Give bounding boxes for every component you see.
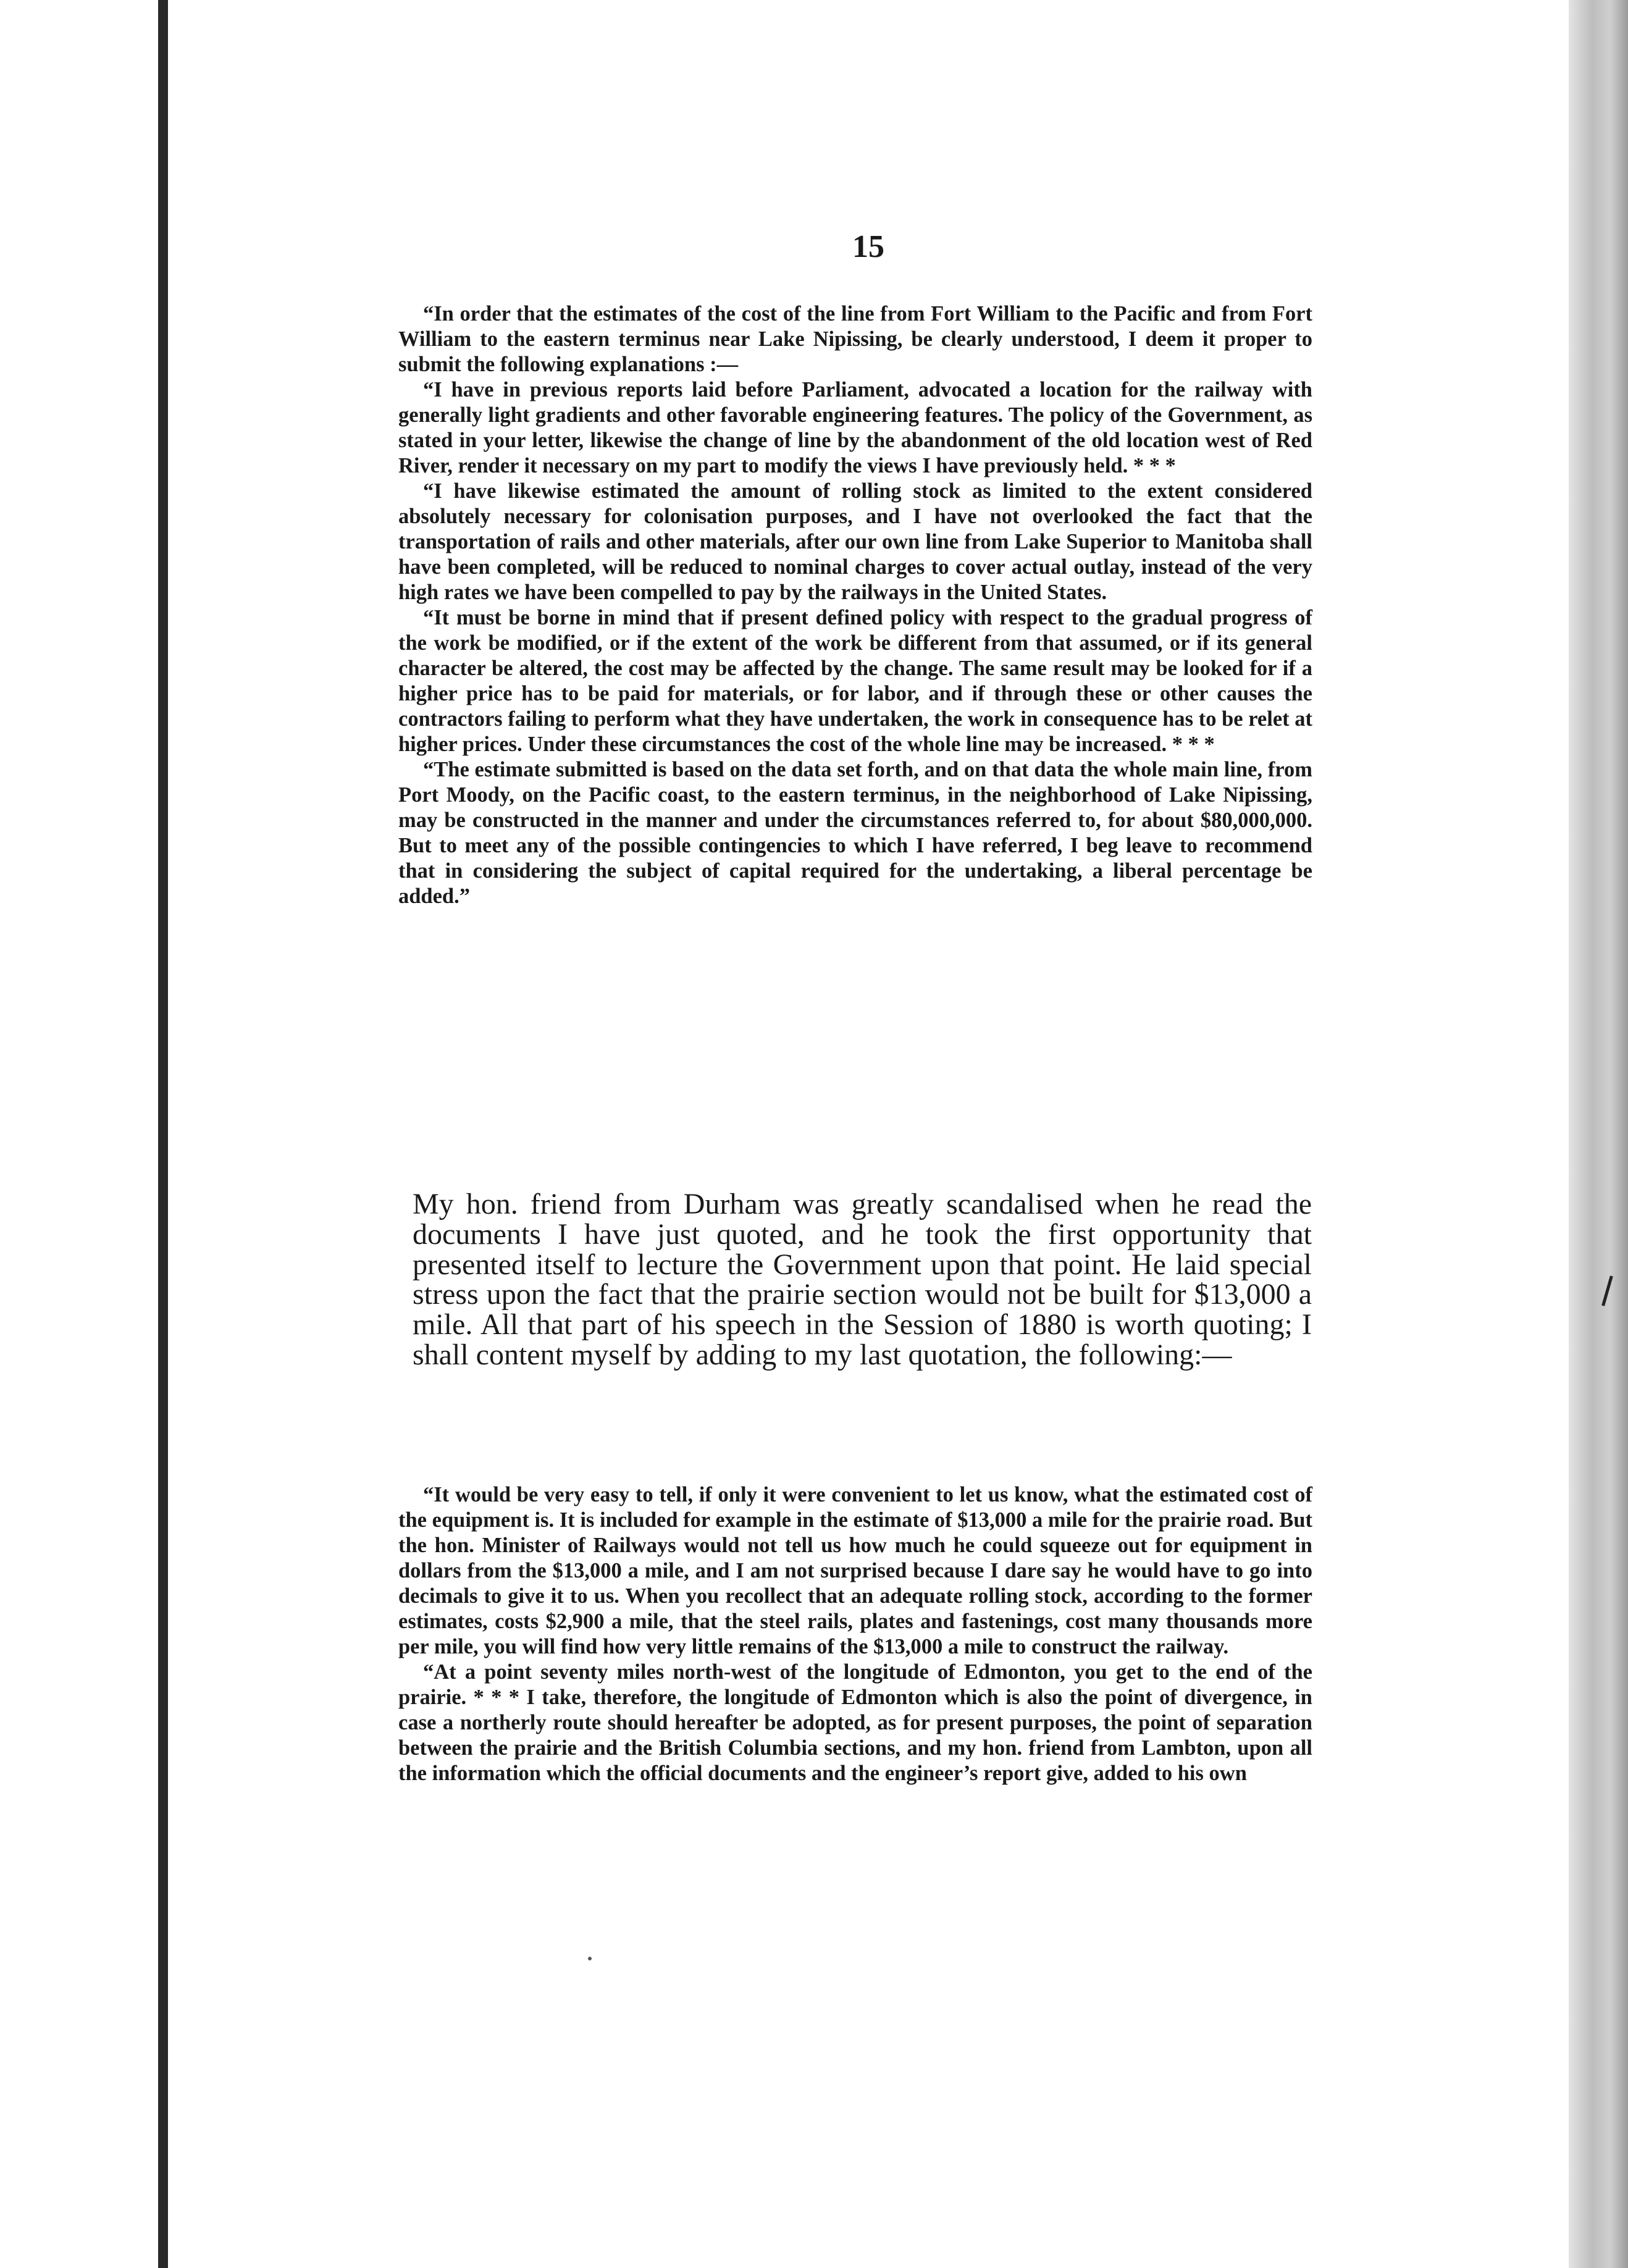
quotation-block-estimates: [398, 301, 1312, 909]
quote-paragraph: “I have likewise estimated the amount of rolling stock as limited to the extent considered absolutely necessary for colonisation purposes, and I have not overlooked the fact that the transportation of rails and other materials, after our own line from Lake Superior to Manitoba shall have been completed, will be reduced to nominal charges to cover actual outlay, instead of the very high rates we have been compelled to pay by the railways in the United States.: [398, 479, 1312, 604]
ink-speck: [588, 1957, 592, 1960]
body-paragraph: My hon. friend from Durham was greatly scandalised when he read the documents I have just quoted, and he took the first opportunity that presented itself to lecture the Government upon that point. He laid special stress upon the fact that the prairie section would not be built for $13,000 a mile. All that part of his speech in the Session of 1880 is worth quoting; I shall content myself by adding to my last quotation, the following:—: [413, 1188, 1312, 1371]
quote-paragraph: “In order that the estimates of the cost of the line from Fort William to the Pacific and from Fort William to the eastern terminus near Lake Nipissing, be clearly understood, I deem it proper to submit the following explanations :—: [398, 302, 1312, 376]
scan-binding-edge: [158, 0, 168, 2268]
scan-page-edge-shadow: [1569, 0, 1628, 2268]
quote-paragraph: “The estimate submitted is based on the data set forth, and on that data the whole main line, from Port Moody, on the Pacific coast, to the eastern terminus, in the neighborhood of Lake Nipissing, may be constructed in the manner and under the circumstances referred to, for about $80,000,000. But to meet any of the possible contingencies to which I have referred, I beg leave to recommend that in considering the subject of capital required for the undertaking, a liberal percentage be added.”: [398, 758, 1312, 908]
quote-paragraph: “I have in previous reports laid before Parliament, advocated a location for the railway with generally light gradients and other favorable engineering features. The policy of the Government, as stated in your letter, likewise the change of line by the abandonment of the old location west of Red River, render it necessary on my part to modify the views I have previously held. * * *: [398, 378, 1312, 477]
quote-paragraph: “It must be borne in mind that if present defined policy with respect to the gradual progress of the work be modified, or if the extent of the work be different from that assumed, or if its general character be altered, the cost may be affected by the change. The same result may be looked for if a higher price has to be paid for materials, or for labor, and if through these or other causes the contractors failing to perform what they have undertaken, the work in consequence has to be relet at higher prices. Under these circumstances the cost of the whole line may be increased. * * *: [398, 606, 1312, 756]
page-number: 15: [852, 229, 884, 264]
quote-paragraph: “At a point seventy miles north-west of the longitude of Edmonton, you get to the end of the prairie. * * * I take, therefore, the longitude of Edmonton which is also the point of divergence, in case a northerly route should hereafter be adopted, as for present purposes, the point of separation between the prairie and the British Columbia sections, and my hon. friend from Lambton, upon all the information which the official documents and the engineer’s report give, added to his own: [398, 1660, 1312, 1785]
quote-paragraph: “It would be very easy to tell, if only it were convenient to let us know, what the estimated cost of the equipment is. It is included for example in the estimate of $13,000 a mile for the prairie road. But the hon. Minister of Railways would not tell us how much he could squeeze out for equipment in dollars from the $13,000 a mile, and I am not surprised because I dare say he would have to go into decimals to give it to us. When you recollect that an adequate rolling stock, according to the former estimates, costs $2,900 a mile, that the steel rails, plates and fastenings, cost many thousands more per mile, you will find how very little remains of the $13,000 a mile to construct the railway.: [398, 1483, 1312, 1658]
quotation-block-speech: [398, 1482, 1312, 1786]
